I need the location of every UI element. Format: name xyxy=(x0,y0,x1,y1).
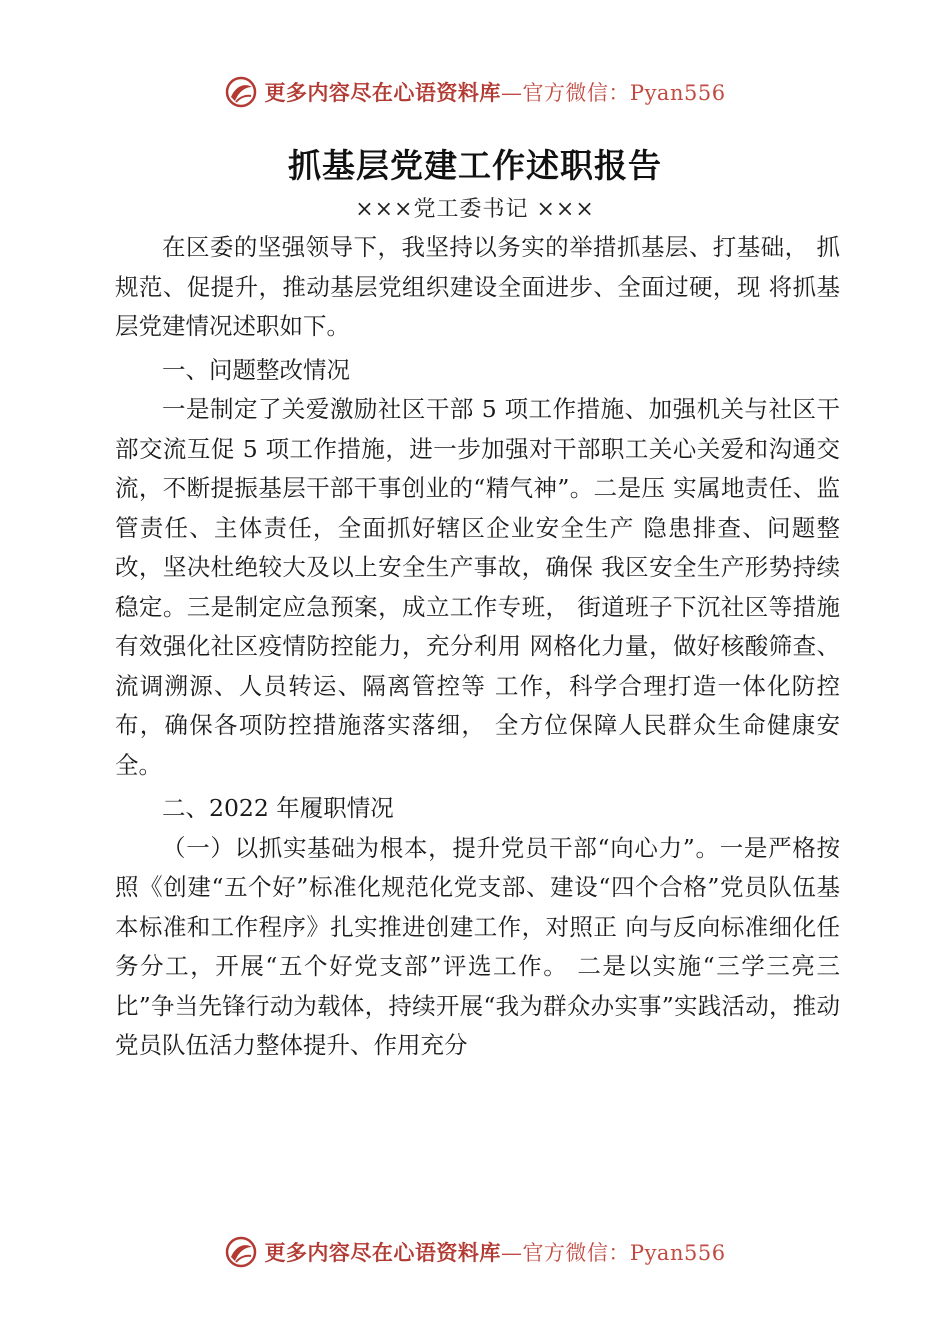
brand-logo-icon xyxy=(224,1235,258,1269)
section-paragraph-1: 一是制定了关爱激励社区干部 5 项工作措施、加强机关与社区干部交流互促 5 项工作措施，进一步加强对干部职工关心关爱和沟通交流，不断提振基层干部干事创业的“精气神”。二是压 实属地责任、监管责任、主体责任，全面抓好辖区企业安全生产 隐患排查、问题整改，坚决杜绝较大及以上安全生产事故，确保 我区安全生产形势持续稳定。三是制定应急预案，成立工作专班， 街道班子下沉社区等措施有效强化社区疫情防控能力，充分利用 网格化力量，做好核酸筛查、流调溯源、人员转运、隔离管控等 工作，科学合理打造一体化防控布，确保各项防控措施落实落细， 全方位保障人民群众生命健康安全。 xyxy=(115,395,840,779)
watermark-text: 更多内容尽在心语资料库—官方微信：Pyan556 xyxy=(264,1240,726,1265)
section-paragraph-2: （一）以抓实基础为根本，提升党员干部“向心力”。一是严格按照《创建“五个好”标准化规范化党支部、建设“四个合格”党员队伍基本标准和工作程序》扎实推进创建工作，对照正 向与反向标准细化任务分工，开展“五个好党支部”评选工作。 二是以实施“三学三亮三比”争当先锋行动为载体，持续开展“我为群众办实事”实践活动，推动党员队伍活力整体提升、作用充分 xyxy=(115,833,840,1059)
watermark-text: 更多内容尽在心语资料库—官方微信：Pyan556 xyxy=(264,80,726,105)
document-body xyxy=(115,228,840,1066)
watermark-header xyxy=(0,72,950,112)
brand-logo-icon xyxy=(224,75,258,109)
watermark-footer xyxy=(0,1232,950,1272)
section-heading-1: 一、问题整改情况 xyxy=(162,355,350,384)
intro-paragraph: 在区委的坚强领导下，我坚持以务实的举措抓基层、打基础， 抓规范、促提升，推动基层党组织建设全面进步、全面过硬，现 将抓基层党建情况述职如下。 xyxy=(115,233,840,340)
document-title: 抓基层党建工作述职报告 xyxy=(288,146,662,185)
author-line: ×××党工委书记 ××× xyxy=(355,197,595,222)
section-heading-2: 二、2022 年履职情况 xyxy=(162,794,394,822)
